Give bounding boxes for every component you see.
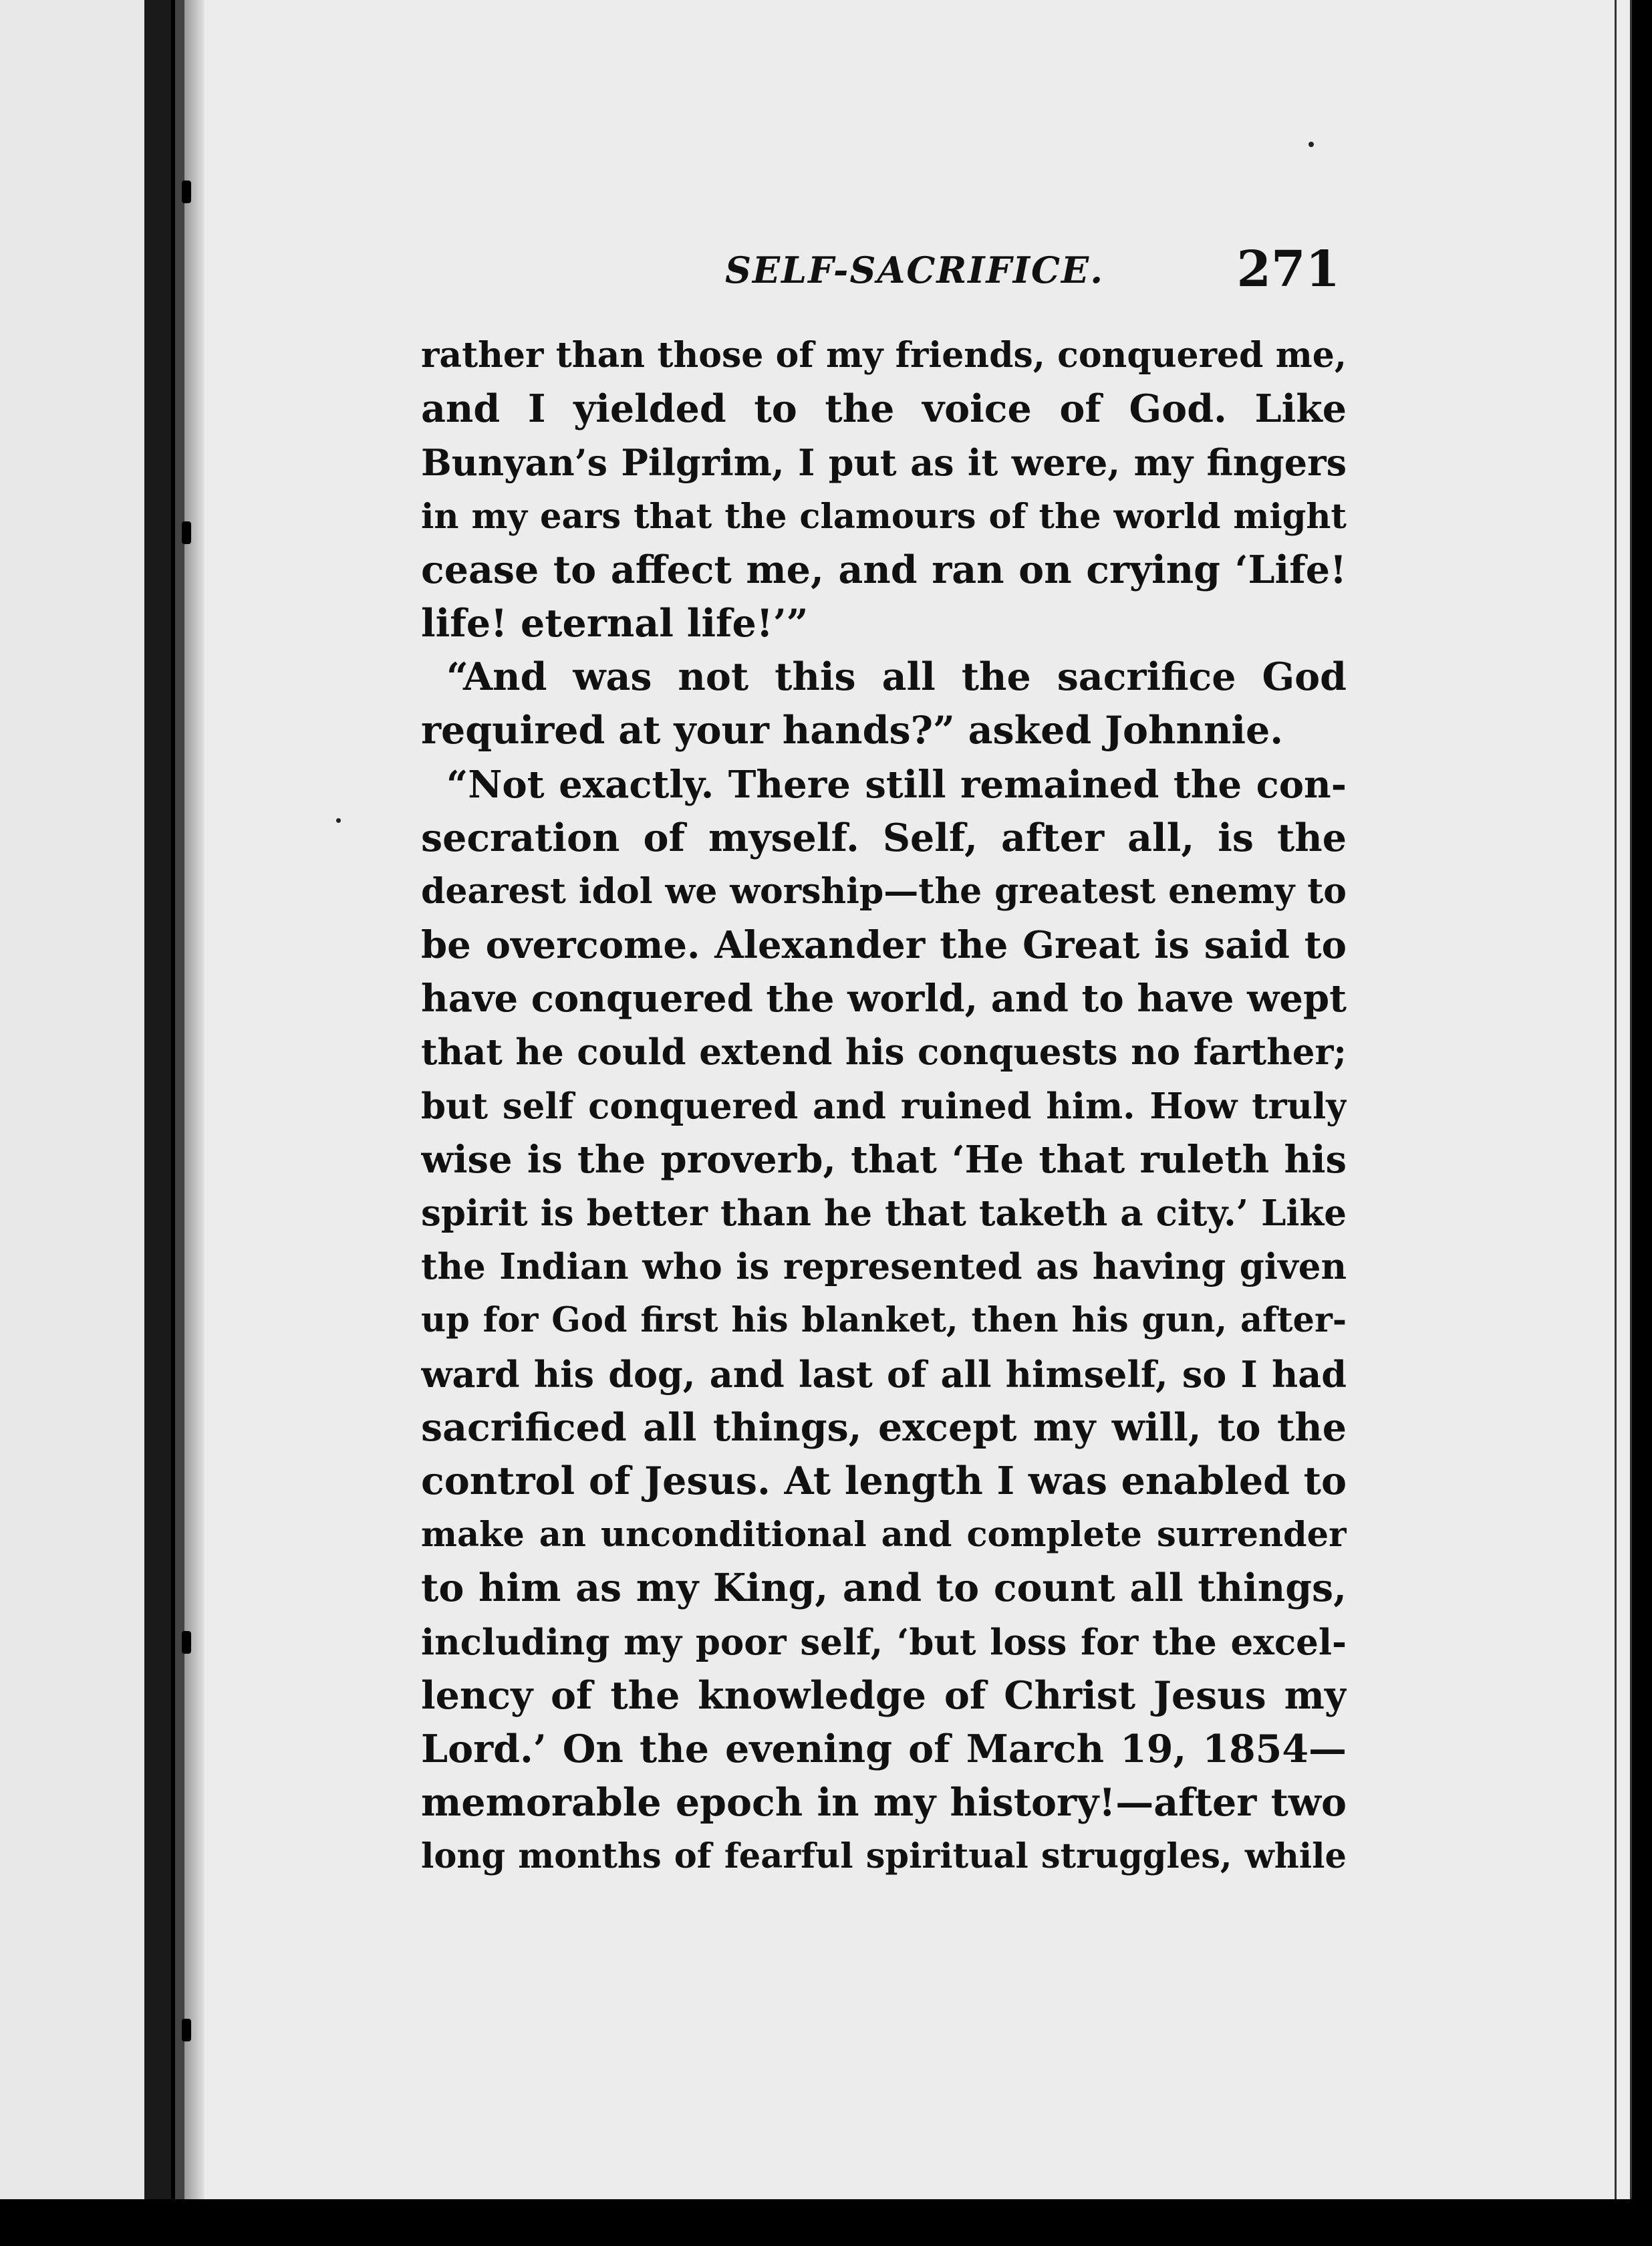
text-line: be overcome. Alexander the Great is said to [421,923,1347,968]
text-line: cease to affect me, and ran on crying ‘Life! [421,547,1347,592]
gutter-line [175,0,184,2199]
text-line: ward his dog, and last of all himself, so I had [421,1352,1347,1396]
paper-speck [336,818,341,823]
text-line: up for God first his blanket, then his gun, after- [421,1300,1347,1341]
running-head [725,241,1340,301]
scan-bottom-edge [0,2199,1652,2246]
text-line: control of Jesus. At length I was enabled to [421,1458,1347,1503]
text-line: secration of myself. Self, after all, is the [421,815,1347,860]
page-number: 271 [1236,241,1340,298]
page-right-edge [1615,0,1632,2199]
text-line: including my poor self, ‘but loss for the excel- [421,1621,1347,1663]
text-line: “Not exactly. There still remained the con- [446,762,1347,807]
text-line: have conquered the world, and to have wept [421,977,1347,1021]
binding-mark [182,1631,191,1654]
binding-mark [182,2019,191,2041]
text-line: to him as my King, and to count all things, [421,1566,1347,1611]
text-line: dearest idol we worship—the greatest enemy to [421,870,1347,912]
text-line: make an unconditional and complete surrender [421,1515,1347,1555]
text-line: the Indian who is represented as having given [421,1246,1347,1288]
text-line: wise is the proverb, that ‘He that ruleth his [421,1137,1347,1182]
text-line: lency of the knowledge of Christ Jesus my [421,1672,1347,1718]
text-line: rather than those of my friends, conquered me, [421,335,1347,376]
text-line: Bunyan’s Pilgrim, I put as it were, my fingers [421,441,1347,485]
text-line: but self conquered and ruined him. How truly [421,1085,1347,1127]
text-line: required at your hands?” asked Johnnie. [421,708,1284,753]
text-line: in my ears that the clamours of the world might [421,496,1347,537]
book-gutter [144,0,171,2199]
facing-page-edge [0,0,144,2199]
text-line: long months of fearful spiritual struggles, while [421,1836,1347,1877]
gutter-shadow [184,0,204,2199]
text-line: spirit is better than he that taketh a city.’ Like [421,1193,1347,1234]
text-line: sacrificed all things, except my will, to the [421,1404,1347,1450]
paper-speck [1309,142,1314,147]
running-title: SELF-SACRIFICE. [725,249,1104,291]
text-line: “And was not this all the sacrifice God [446,654,1347,700]
text-line: Lord.’ On the evening of March 19, 1854— [421,1726,1347,1771]
binding-mark [182,521,191,544]
text-line: memorable epoch in my history!—after two [421,1780,1347,1826]
binding-mark [182,180,191,203]
text-line: life! eternal life!’” [421,600,809,646]
text-line: and I yielded to the voice of God. Like [421,386,1347,432]
text-line: that he could extend his conquests no farther; [421,1031,1347,1074]
body-text [421,329,1347,1883]
